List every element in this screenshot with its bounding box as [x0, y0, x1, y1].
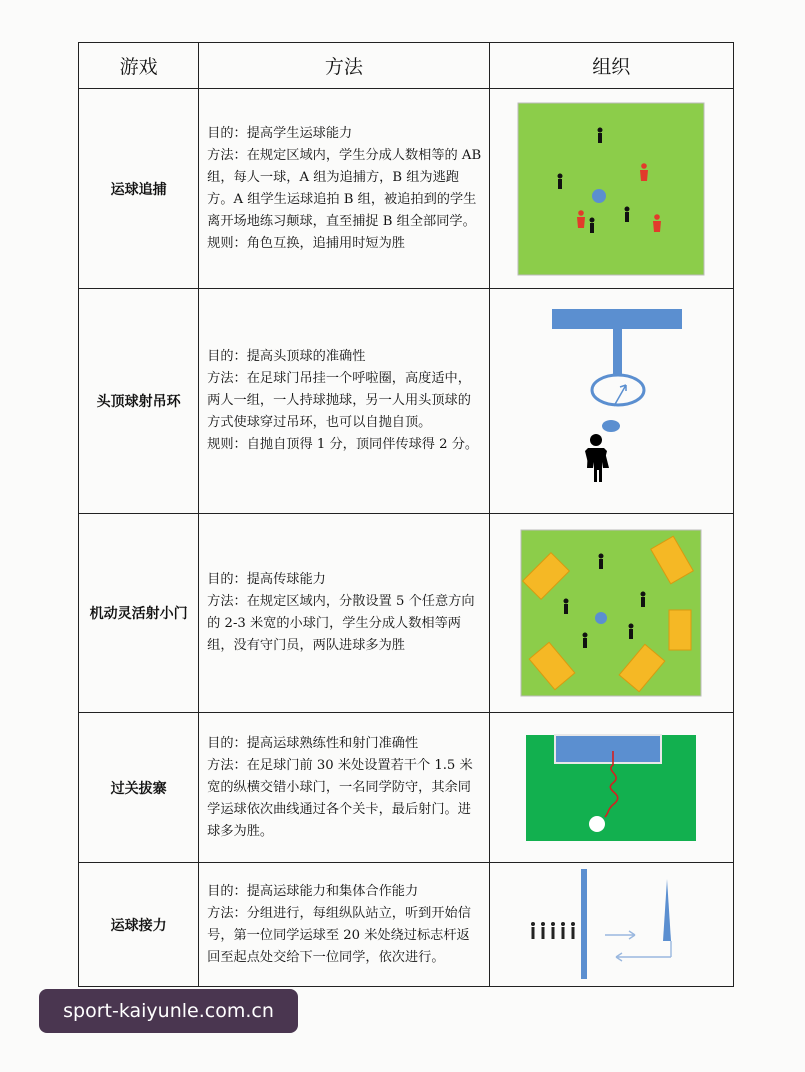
arrow-icon — [614, 385, 626, 406]
method-text: 方法：在规定区域内，学生分成人数相等的 AB 组，每人一球，A 组为追捕方，B 组为逃跑方。A 组学生运球追拍 B 组，被追拍到的学生离开场地练习颠球，直至捕捉 B 组全部同学。 — [207, 147, 482, 229]
ball-icon — [589, 816, 605, 832]
games-table — [78, 42, 734, 987]
game-method — [199, 289, 489, 514]
table-row — [79, 89, 734, 289]
game-method — [199, 514, 489, 713]
player-icon — [531, 922, 575, 939]
rule-text: 规则：自抛自顶得 1 分，顶同伴传球得 2 分。 — [207, 437, 479, 452]
method-text: 方法：在规定区域内，分散设置 5 个任意方向的 2-3 米宽的小球门，学生分成人数相等两组，没有守门员，两队进球多为胜 — [207, 594, 475, 653]
purpose-text: 目的：提高传球能力 — [207, 572, 326, 587]
game-method — [199, 863, 489, 987]
game-method — [199, 713, 489, 863]
small-goals-diagram — [489, 514, 733, 713]
rule-text: 规则：角色互换，追捕用时短为胜 — [207, 235, 405, 251]
ball-icon — [592, 189, 606, 203]
purpose-text: 目的：提高头顶球的准确性 — [207, 349, 366, 364]
table-header-row — [79, 43, 734, 89]
game-name: 机动灵活射小门 — [79, 514, 199, 713]
ball-icon — [602, 420, 620, 432]
purpose-text: 目的：提高运球能力和集体合作能力 — [207, 883, 419, 899]
arrow-left-icon — [616, 941, 671, 961]
method-text: 方法：分组进行，每组纵队站立，听到开始信号，第一位同学运球至 20 米处绕过标志杆返回至起点处交给下一位同学，依次进行。 — [207, 905, 471, 965]
game-name: 运球追捕 — [79, 89, 199, 289]
hanging-rope — [613, 329, 622, 374]
dribble-gates-diagram — [489, 713, 733, 863]
purpose-text: 目的：提高学生运球能力 — [207, 125, 353, 141]
watermark: sport-kaiyunle.com.cn — [39, 989, 298, 1033]
header-game: 游戏 — [79, 43, 199, 89]
header-organization: 组织 — [489, 43, 733, 89]
ball-icon — [595, 612, 607, 624]
purpose-text: 目的：提高运球熟练性和射门准确性 — [207, 735, 419, 751]
header-method: 方法 — [199, 43, 489, 89]
method-text: 方法：在足球门前 30 米处设置若干个 1.5 米宽的纵横交错小球门，一名同学防守，其余同学运球依次曲线通过各个关卡，最后射门。进球多为胜。 — [207, 757, 473, 839]
game-name: 过关拔寨 — [79, 713, 199, 863]
table-row — [79, 713, 734, 863]
table-row — [79, 289, 734, 514]
relay-diagram — [489, 863, 733, 987]
person-icon — [585, 434, 609, 482]
game-method — [199, 89, 489, 289]
method-text: 方法：在足球门吊挂一个呼啦圈，高度适中，两人一组，一人持球抛球，另一人用头顶球的方式使球穿过吊环，也可以自抛自顶。 — [207, 371, 471, 430]
goal-bar — [552, 309, 682, 329]
game-name: 头顶球射吊环 — [79, 289, 199, 514]
table-row — [79, 514, 734, 713]
field-area — [518, 103, 704, 275]
goal-bar — [555, 735, 661, 763]
field-chase-diagram — [489, 89, 733, 289]
hanging-hoop-diagram — [489, 289, 733, 514]
marker-pole-icon — [663, 879, 671, 941]
arrow-right-icon — [605, 931, 635, 939]
table-row — [79, 863, 734, 987]
start-line — [581, 869, 587, 979]
game-name: 运球接力 — [79, 863, 199, 987]
